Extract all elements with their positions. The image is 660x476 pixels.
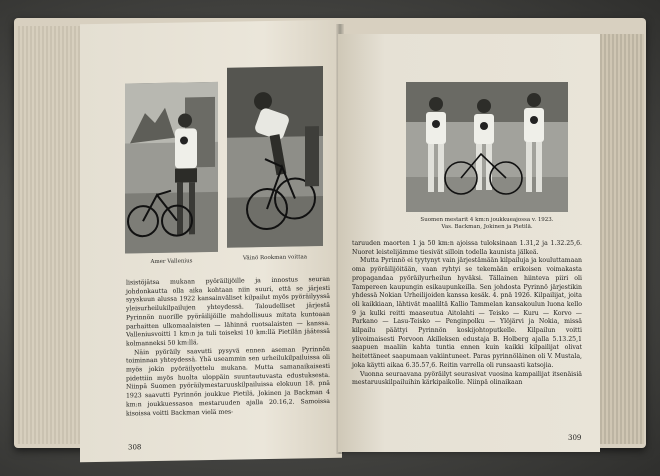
right-paragraph: Mutta Pyrinnö ei tyytynyt vain järjestämään kilpailuja ja kouluttamaan oma pyöräilijöitään, vaan ryhtyi se tekemään erikoisen voimakasta propagandaa pyöräilyurheilun hyväksi. Tällainen hiinteva piiri oli Tampereen kaupungin esikaupunkeilla. Sen johdosta Pyrinnö järjestikin yhdessä Nokian Urheilijoiden kanssa kesäk. 4. pnä 1926. Kilpailijat, joita oli kaikkiaan, lähtivät maaliltä Kallio Tammelan kansakoulun luona kello 9 ja kulki reitti maaseutua Aitolahti — Teisko — Kuru — Korvo — Parkano — Lasu-Teisko — Penginpolku — Ylöjärvi ja Nokia, missä kilpailu päättyi Pyrinnön koskijohtoputkelle. Kilpailun voitti ylivoimaisesti Porvoon Akilleksen edustaja B. Holberg ajalla 5.13.25,1 saapuen maaliin kahta tuntia ennen kuin kaikki kilpailijat olivat heitettäneet saapumaan vakiintuneet. Paras pyrinnöläinen oli V. Mustala, joka käytti aikaa 6.35.57,6. Reitin varrella oli runsaasti katsojia. xyxy=(352,257,582,369)
left-page xyxy=(80,20,342,463)
cyclist-standing-image xyxy=(125,82,218,254)
left-page-edges xyxy=(16,26,86,444)
three-cyclists-image xyxy=(406,82,568,212)
right-paragraph: Vuonna seuraavana pyöräilyt seurasivat vuosina kampailijat itsenäisiä mestaruuskilpailuihin kärkipaikolle. Niinpä olinaikaan xyxy=(352,370,582,387)
cyclist-racing-image xyxy=(227,66,323,248)
left-paragraph: lisistöjätsa mukaan pyöräilijöille ja innostus seuran johdonkautta olla aika kohtaan niin suuri, että se järjesti syyskuun alussa 1922 kansainväliset kilpailut myös pyöräilyyssä yleisurheilukilpailujen yhteydessä. Taloudelliset järjestä Pyrinnön nuorille pyöräilijöille mahdollisuus mitata kuntoaan parhaitten ulkomaalaisten — lähinnä ruotsalaisten — kanssa. Valleniusvoitti 1 km:n ja tuli toiseksi 10 km:llä Pietilän jäätessä kolmanneksi 50 km:llä. xyxy=(126,275,330,348)
photo-caption-right: Väinö Rookman voittaa xyxy=(242,254,308,262)
right-page-body xyxy=(352,240,582,388)
right-page-edges xyxy=(598,34,644,444)
right-paragraph: taruuden maorten 1 ja 50 km:n ajoissa tuloksinaan 1.31,2 ja 1.32.25,6. Nuoret leistelijämme tiesivät silloin todella kaunista jälkeä. xyxy=(352,240,582,256)
right-page xyxy=(338,34,600,452)
caption-line: Vas. Backman, Jokinen ja Pietilä. xyxy=(441,224,533,230)
photo-caption-left: Amer Vallenius xyxy=(150,258,193,266)
page-number-left: 308 xyxy=(128,443,142,452)
left-page-body xyxy=(126,276,330,419)
page-number-right: 309 xyxy=(568,434,582,442)
team-photo xyxy=(406,82,568,212)
team-photo-caption xyxy=(398,217,576,231)
cyclist-photo-rookman xyxy=(227,66,323,248)
left-paragraph: Näin pyöräily saavutti pysyvä ennen aseman Pyrinnön toiminnan yhteydessä. Yhä useammin sen urheilukilpailuissa oli myös jokin pyöräilyottelu mukana. Mutta samanaikaisesti pidettiin myös huolta uloppäin suuntautuvasta edustuksesta. Niinpä Suomen pyöräilymestaruuskilpailuissa elokuun 18. pnä 1923 saavutti Pyrinnön joukkue Pietilä, Jokinen ja Backman 4 km:n joukkuessasoa mestaruuden ajalla 20.16,2. Samoissa kisoissa voitti Backman vielä mes- xyxy=(126,345,330,418)
caption-line: Suomen mestarit 4 km:n joukkueajossa v. 1923. xyxy=(420,217,554,223)
cyclist-photo-vallenius xyxy=(125,82,218,254)
